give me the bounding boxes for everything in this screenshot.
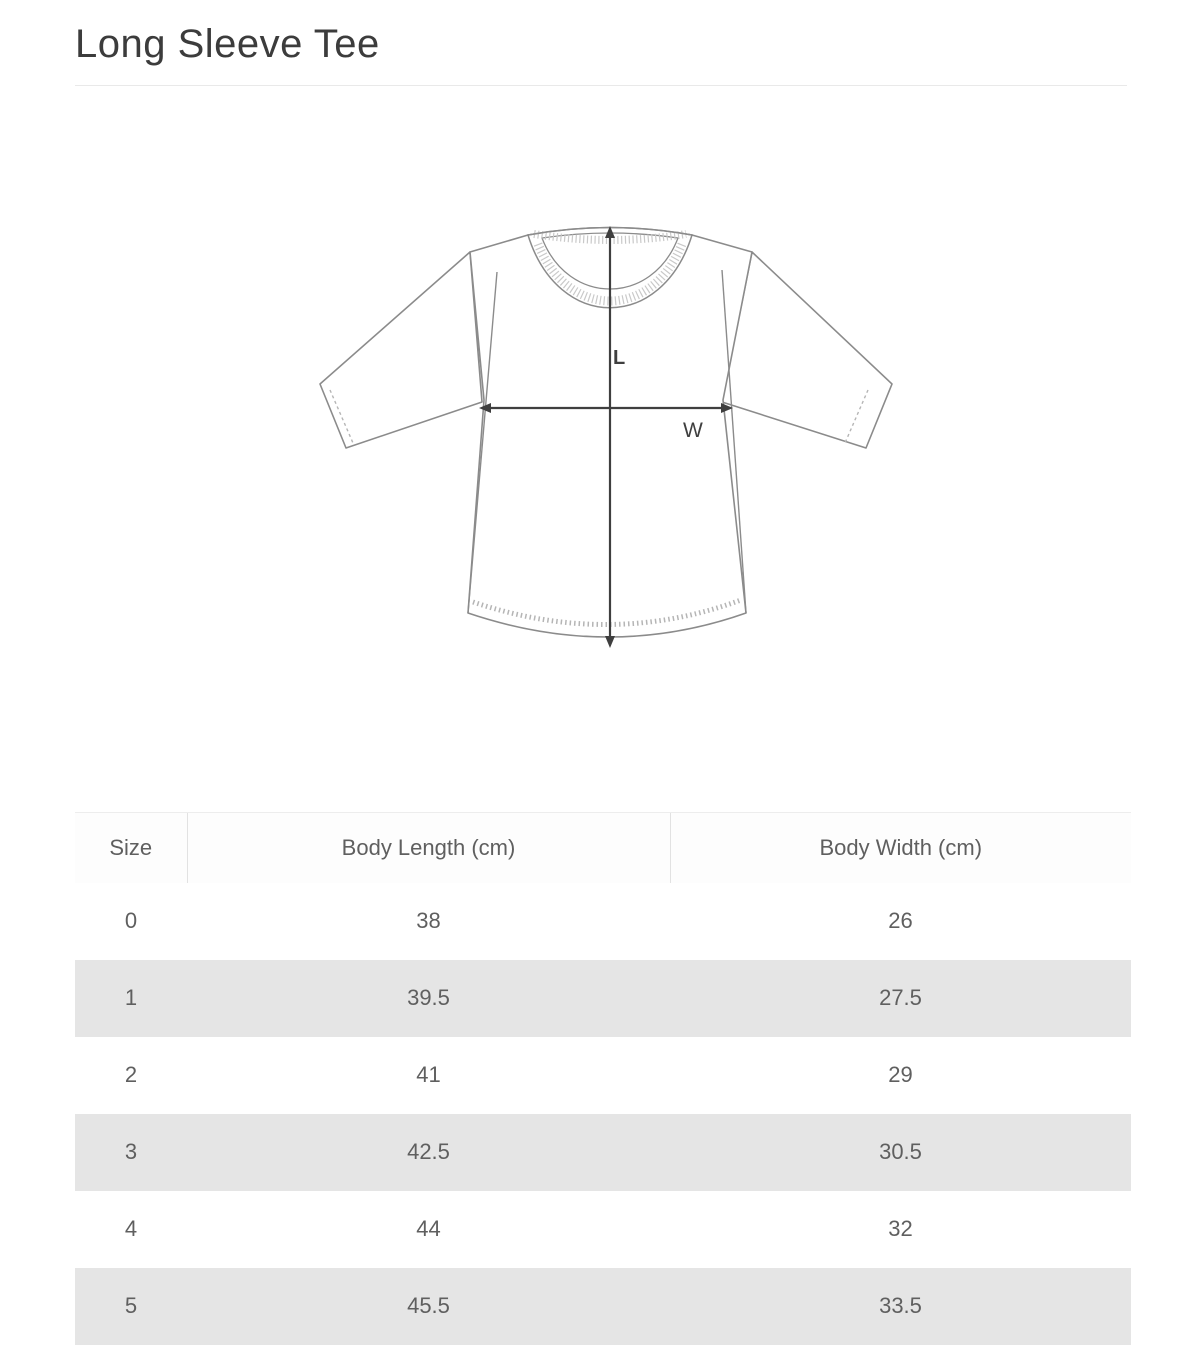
body-width-cell: 30.5 xyxy=(879,1139,922,1164)
size-table-header-row xyxy=(75,813,1131,883)
size-row xyxy=(75,1114,1131,1191)
column-header-body-length: Body Length (cm) xyxy=(187,813,670,883)
body-width-cell: 33.5 xyxy=(879,1293,922,1318)
body-length-cell: 39.5 xyxy=(407,985,450,1010)
size-row xyxy=(75,1268,1131,1345)
column-header-body-width: Body Width (cm) xyxy=(670,813,1131,883)
left-sleeve xyxy=(320,252,482,448)
body-length-cell: 42.5 xyxy=(407,1139,450,1164)
body-width-cell: 27.5 xyxy=(879,985,922,1010)
body-length-cell: 45.5 xyxy=(407,1293,450,1318)
body-width-cell: 32 xyxy=(888,1216,913,1241)
size-row xyxy=(75,883,1131,960)
size-cell: 4 xyxy=(124,1216,138,1241)
size-cell: 2 xyxy=(124,1062,138,1087)
size-table-body xyxy=(75,883,1131,1345)
size-table-header xyxy=(75,813,1131,883)
page-title: Long Sleeve Tee xyxy=(75,22,380,66)
size-cell: 0 xyxy=(124,908,138,933)
length-label: L xyxy=(613,347,626,369)
body-length-cell: 38 xyxy=(416,908,441,933)
body-width-cell: 29 xyxy=(888,1062,913,1087)
size-cell: 5 xyxy=(124,1293,138,1318)
size-row xyxy=(75,1191,1131,1268)
width-label: W xyxy=(683,419,703,442)
column-header-size: Size xyxy=(75,813,187,883)
tee-measurement-diagram xyxy=(280,134,920,694)
title-divider xyxy=(75,85,1127,86)
tee-diagram-svg xyxy=(280,134,920,694)
right-sleeve xyxy=(722,252,892,448)
size-cell: 3 xyxy=(124,1139,138,1164)
body-width-cell: 26 xyxy=(888,908,913,933)
size-cell: 1 xyxy=(124,985,138,1010)
body-length-cell: 44 xyxy=(416,1216,441,1241)
body-length-cell: 41 xyxy=(416,1062,441,1087)
size-table xyxy=(75,812,1131,1345)
size-row xyxy=(75,960,1131,1037)
size-row xyxy=(75,1037,1131,1114)
